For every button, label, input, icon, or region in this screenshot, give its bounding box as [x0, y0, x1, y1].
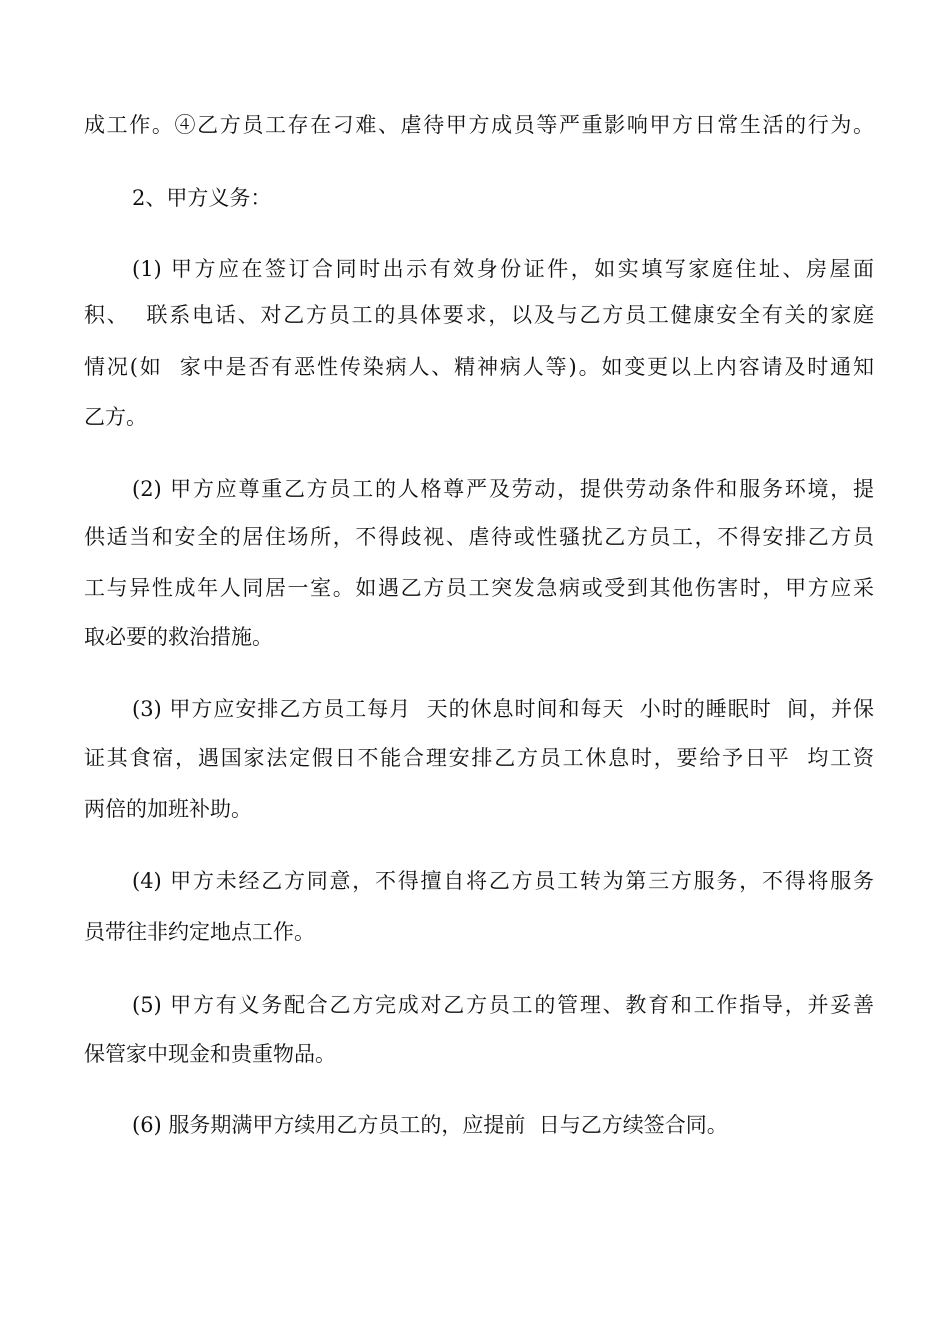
section-heading: 2、甲方义务：: [132, 186, 272, 210]
body-line: 供适当和安全的居住场所，不得歧视、虐待或性骚扰乙方员工，不得安排乙方员: [84, 525, 874, 549]
body-line: 取必要的救治措施。: [84, 625, 273, 649]
body-line: 情况(如 家中是否有恶性传染病人、精神病人等)。如变更以上内容请及时通知: [84, 355, 874, 379]
body-line: 工与异性成年人同居一室。如遇乙方员工突发急病或受到其他伤害时，甲方应采: [84, 576, 874, 600]
body-line: 员带往非约定地点工作。: [84, 920, 315, 944]
body-line: 证其食宿，遇国家法定假日不能合理安排乙方员工休息时，要给予日平 均工资: [84, 746, 874, 770]
body-line: 保管家中现金和贵重物品。: [84, 1042, 336, 1066]
body-line: 两倍的加班补助。: [84, 797, 252, 821]
body-line: 成工作。④乙方员工存在刁难、虐待甲方成员等严重影响甲方日常生活的行为。: [84, 113, 874, 137]
body-line: 乙方。: [84, 405, 147, 429]
body-line: (2) 甲方应尊重乙方员工的人格尊严及劳动，提供劳动条件和服务环境，提: [132, 477, 874, 501]
body-line: 积、 联系电话、对乙方员工的具体要求，以及与乙方员工健康安全有关的家庭: [84, 303, 874, 327]
body-line: (4) 甲方未经乙方同意，不得擅自将乙方员工转为第三方服务，不得将服务: [132, 869, 874, 893]
body-line: (1) 甲方应在签订合同时出示有效身份证件，如实填写家庭住址、房屋面: [132, 257, 874, 281]
body-line: (6) 服务期满甲方续用乙方员工的，应提前 日与乙方续签合同。: [132, 1113, 728, 1137]
body-line: (3) 甲方应安排乙方员工每月 天的休息时间和每天 小时的睡眠时 间，并保: [132, 697, 874, 721]
body-line: (5) 甲方有义务配合乙方完成对乙方员工的管理、教育和工作指导，并妥善: [132, 993, 874, 1017]
